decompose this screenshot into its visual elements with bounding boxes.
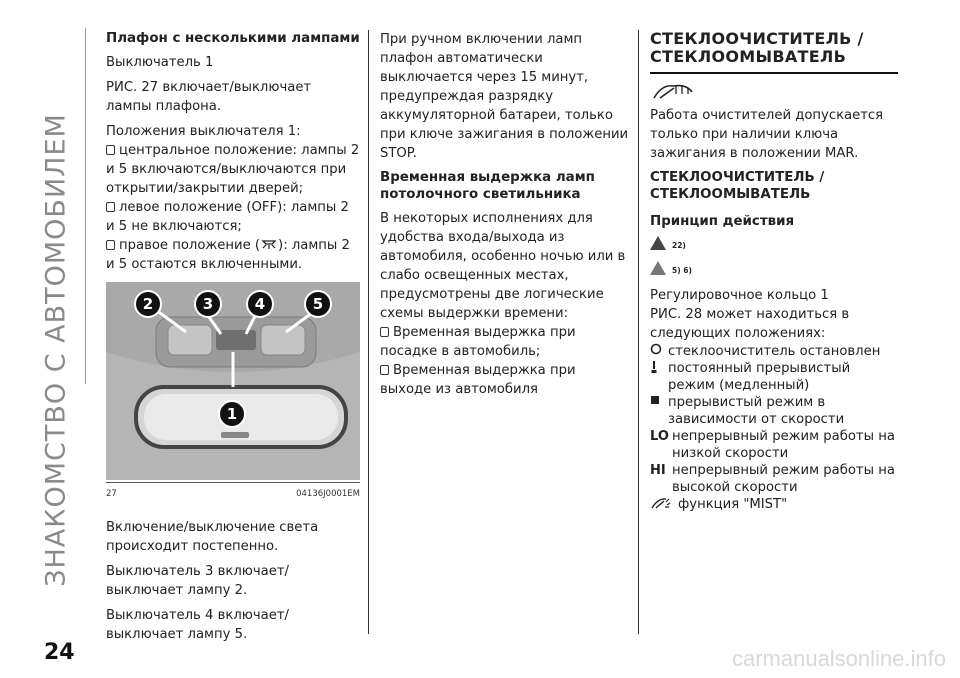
door-lamp-icon [260, 238, 278, 250]
paragraph: В некоторых исполнениях для удобства входа/выхода из автомобиля, особенно ночью или в слабо освещенных местах, предусмотрены две логические схемы выдержки времени: [380, 211, 626, 321]
section-heading: Временная выдержка ламп потолочного светильника [380, 170, 595, 202]
paragraph: Положения выключателя 1: [106, 124, 301, 139]
bullet-icon [106, 202, 115, 212]
bullet-item [106, 141, 360, 198]
mode-item [650, 394, 900, 428]
wiper-hi-icon: HI [650, 463, 666, 478]
callout-5: 5 [304, 290, 332, 318]
section-heading: СТЕКЛООЧИСТИТЕЛЬ / СТЕКЛООМЫВАТЕЛЬ [650, 170, 825, 202]
paragraph: Выключатель 3 включает/выключает лампу 2. [106, 564, 289, 598]
figure-code: 04136J0001EM [296, 489, 360, 499]
figure-number: 27 [106, 489, 117, 499]
section-heading: Плафон с несколькими лампами [106, 31, 360, 46]
warning-ref-text: 22) [672, 241, 686, 250]
column-2 [380, 30, 630, 399]
wiper-symbol-icon [650, 82, 696, 100]
bullet-item [106, 236, 360, 274]
note-triangle-icon [650, 261, 666, 275]
figure-caption [106, 482, 360, 504]
bullet-icon [380, 365, 389, 375]
mode-text: стеклоочиститель остановлен [668, 344, 881, 359]
column-divider [638, 30, 639, 634]
heading-rule [650, 72, 898, 74]
column-3 [650, 30, 900, 515]
paragraph: Выключатель 1 [106, 55, 214, 70]
warning-ref [650, 261, 900, 280]
watermark: carmanualsonline.info [731, 646, 946, 671]
paragraph: РИС. 27 включает/выключает лампы плафона. [106, 80, 312, 114]
paragraph: При ручном включении ламп плафон автоматически выключается через 15 минут, предупреждая разрядку аккумуляторной батареи, только при ключе зажигания в положении STOP. [380, 32, 629, 161]
mode-text: непрерывный режим работы на низкой скорости [672, 429, 895, 461]
bullet-item [380, 323, 630, 361]
bullet-text: правое положение ( [119, 238, 261, 253]
warning-ref-text: 5) 6) [672, 266, 692, 275]
paragraph: РИС. 28 может находиться в следующих положениях: [650, 307, 850, 341]
mode-text: прерывистый режим в зависимости от скорости [668, 395, 845, 427]
bullet-icon [106, 145, 115, 155]
bullet-item [380, 361, 630, 399]
mode-item [650, 428, 900, 462]
bullet-text: Временная выдержка при посадке в автомобиль; [380, 325, 576, 359]
mode-item [650, 360, 900, 394]
bullet-item [106, 198, 360, 236]
section-side-title: ЗНАКОМСТВО С АВТОМОБИЛЕМ [40, 113, 72, 587]
page-number: 24 [44, 640, 75, 665]
callout-4: 4 [246, 290, 274, 318]
mode-text: функция "MIST" [678, 497, 788, 512]
mode-text: постоянный прерывистый режим (медленный) [668, 361, 851, 393]
mist-function-icon [650, 496, 678, 515]
bullet-text: левое положение (OFF): лампы 2 и 5 не включаются; [106, 200, 349, 234]
callout-1: 1 [218, 400, 246, 428]
sub-heading: Принцип действия [650, 214, 795, 229]
figure-ceiling-lamp [106, 282, 360, 480]
column-divider [368, 30, 369, 634]
wiper-off-icon [650, 343, 668, 360]
wiper-lo-icon: LO [650, 429, 669, 444]
paragraph: Регулировочное кольцо 1 [650, 288, 829, 303]
bullet-text: ): лампы 2 и 5 остаются включенными. [106, 238, 350, 272]
wiper-intermittent-speed-icon [650, 394, 668, 411]
bullet-icon [380, 327, 389, 337]
paragraph: Включение/выключение света происходит постепенно. [106, 520, 319, 554]
callout-3: 3 [194, 290, 222, 318]
paragraph: Выключатель 4 включает/выключает лампу 5. [106, 608, 289, 642]
paragraph: Работа очистителей допускается только при наличии ключа зажигания в положении MAR. [650, 108, 884, 161]
bullet-text: центральное положение: лампы 2 и 5 включаются/выключаются при открытии/закрытии дверей; [106, 143, 360, 196]
bullet-icon [106, 240, 115, 250]
chapter-heading: СТЕКЛООЧИСТИТЕЛЬ / СТЕКЛООМЫВАТЕЛЬ [650, 29, 864, 66]
column-1 [106, 30, 360, 650]
mode-item [650, 496, 900, 515]
bullet-text: Временная выдержка при выходе из автомобиля [380, 363, 576, 397]
wiper-intermittent-slow-icon [650, 360, 668, 379]
mode-item [650, 343, 900, 360]
mode-text: непрерывный режим работы на высокой скорости [672, 463, 895, 495]
warning-triangle-icon [650, 236, 666, 250]
side-divider [85, 28, 86, 384]
callout-2: 2 [134, 290, 162, 318]
warning-ref [650, 236, 900, 255]
mode-item [650, 462, 900, 496]
